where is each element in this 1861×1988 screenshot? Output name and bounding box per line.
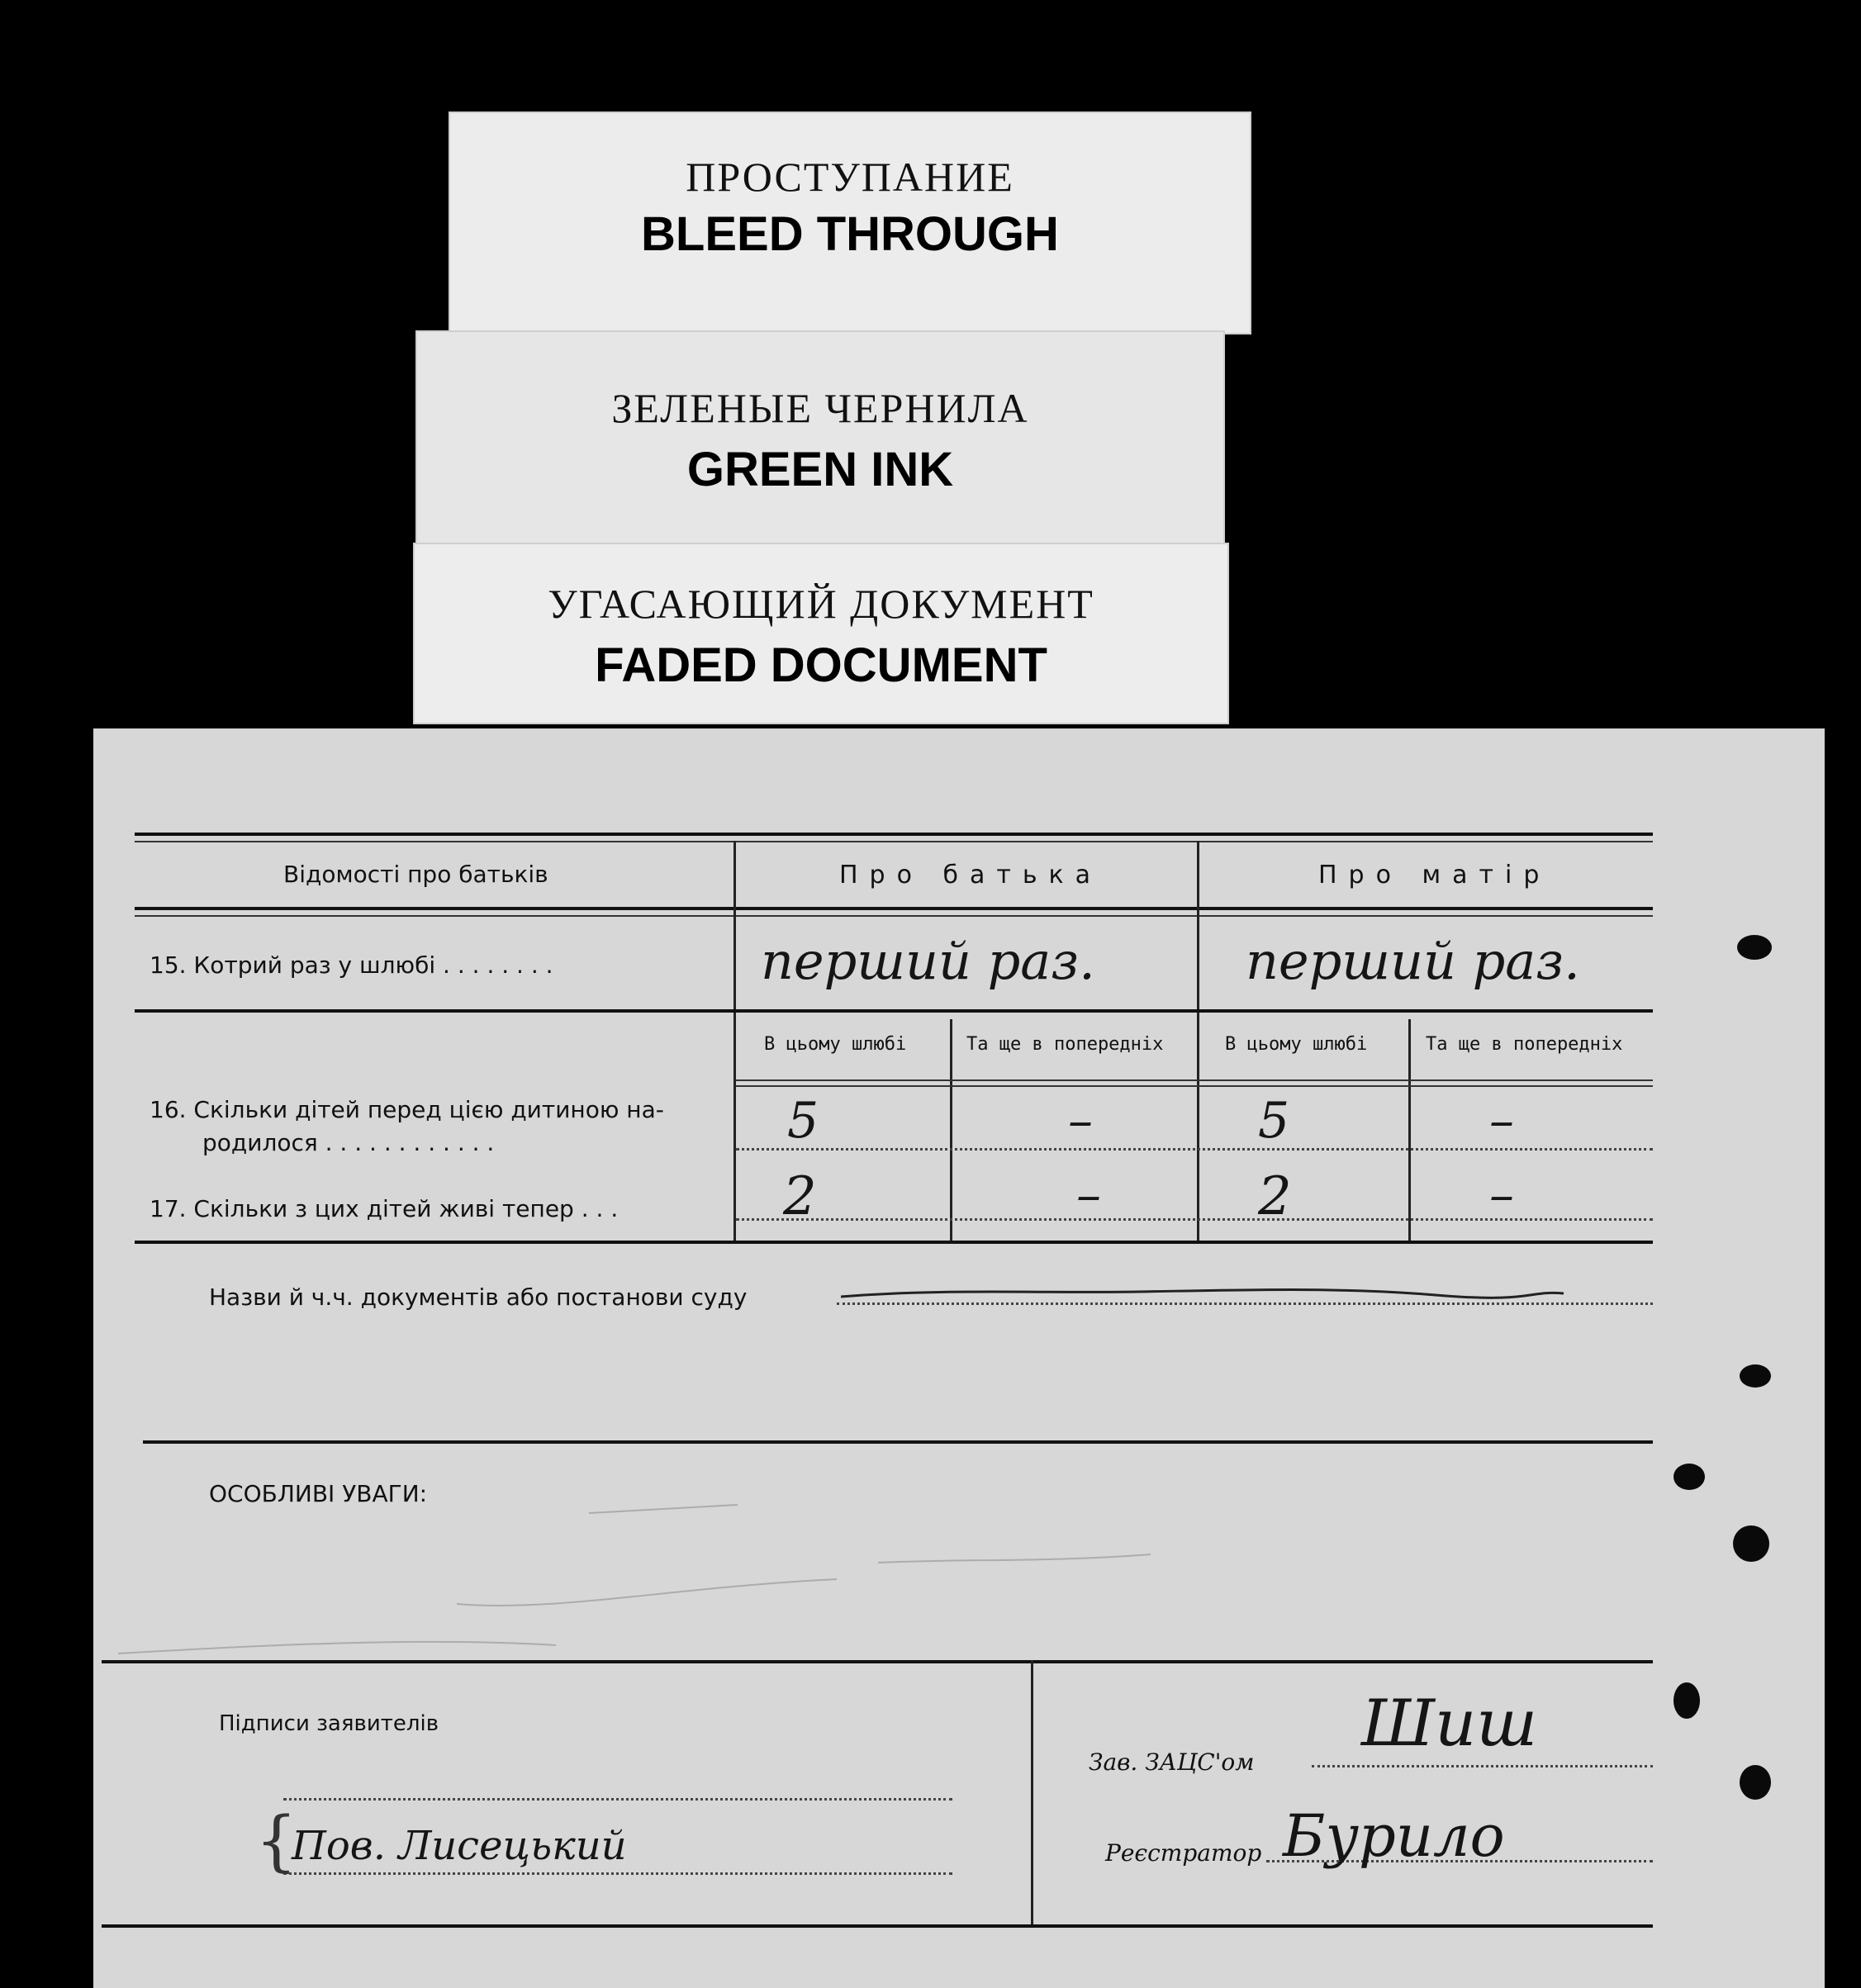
rule xyxy=(135,915,1653,917)
rule xyxy=(135,1009,1653,1013)
rule xyxy=(135,841,1653,842)
row17-father-this: 2 xyxy=(783,1166,817,1227)
label-en-text: GREEN INK xyxy=(686,443,954,496)
label-ru-text: ПРОСТУПАНИЕ xyxy=(686,154,1014,200)
row17-father-prev: – xyxy=(1076,1166,1101,1224)
rule xyxy=(736,1085,1653,1087)
punched-hole xyxy=(1673,1682,1700,1719)
dotted-rule xyxy=(736,1218,1653,1221)
punched-hole xyxy=(1740,1364,1771,1388)
punched-hole xyxy=(1673,1464,1705,1490)
row17-mother-prev: – xyxy=(1489,1166,1514,1224)
row16-label-line1: 16. Скільки дітей перед цією дитиною на- xyxy=(150,1096,664,1123)
label-green-ink xyxy=(415,330,1225,553)
row16-father-this: 5 xyxy=(787,1092,819,1150)
label-bleed-through xyxy=(449,111,1251,334)
row16-mother-this: 5 xyxy=(1258,1092,1290,1150)
label-ru-text: УГАСАЮЩИЙ ДОКУМЕНТ xyxy=(548,581,1094,627)
handwritten-wavy-line xyxy=(841,1282,1568,1307)
column-divider xyxy=(733,841,736,1244)
column-divider xyxy=(1031,1660,1033,1924)
bracket-glyph: { xyxy=(255,1802,297,1879)
row15-label: 15. Котрий раз у шлюбі . . . . . . . . xyxy=(150,951,553,979)
subheader-mother-previous: Та ще в попередніх xyxy=(1426,1034,1623,1055)
row16-mother-prev: – xyxy=(1489,1092,1514,1150)
rule xyxy=(135,907,1653,910)
dotted-rule xyxy=(736,1148,1653,1151)
label-faded-document xyxy=(413,543,1229,724)
bleed-through-marks xyxy=(93,1439,1825,1687)
registrar-signature: Бурило xyxy=(1283,1802,1505,1870)
rule xyxy=(102,1924,1653,1928)
dotted-rule xyxy=(1312,1765,1653,1767)
row15-father-value: перший раз. xyxy=(761,931,1095,991)
label-ru-text: ЗЕЛЕНЫЕ ЧЕРНИЛА xyxy=(611,385,1029,431)
punched-hole xyxy=(1737,935,1772,960)
subheader-father-previous: Та ще в попередніх xyxy=(966,1034,1164,1055)
applicants-signatures-label: Підписи заявителів xyxy=(219,1711,439,1736)
header-mother: Про матір xyxy=(1318,861,1551,890)
column-divider xyxy=(1197,841,1199,1244)
header-father: Про батька xyxy=(839,861,1103,890)
label-en-text: FADED DOCUMENT xyxy=(595,638,1047,692)
punched-hole xyxy=(1740,1765,1771,1800)
documents-label: Назви й ч.ч. документів або постанови суду xyxy=(209,1283,748,1311)
subheader-father-this: В цьому шлюбі xyxy=(764,1034,907,1055)
head-label: Зав. ЗАЦС'ом xyxy=(1089,1748,1255,1776)
row16-father-prev: – xyxy=(1068,1092,1093,1150)
rule xyxy=(135,833,1653,836)
row17-mother-this: 2 xyxy=(1258,1166,1292,1227)
special-notes-label: ОСОБЛИВІ УВАГИ: xyxy=(209,1480,428,1507)
row16-label-line2: родилося . . . . . . . . . . . . xyxy=(202,1129,495,1156)
head-signature: Шиш xyxy=(1361,1687,1538,1761)
punched-hole xyxy=(1733,1525,1769,1562)
rule xyxy=(102,1660,1653,1663)
subheader-mother-this: В цьому шлюбі xyxy=(1225,1034,1368,1055)
registrar-label: Реєстратор xyxy=(1105,1839,1262,1867)
row15-mother-value: перший раз. xyxy=(1246,931,1580,991)
label-en-text: BLEED THROUGH xyxy=(641,207,1059,261)
dotted-rule xyxy=(283,1798,952,1801)
record-sheet xyxy=(93,728,1825,1988)
column-divider xyxy=(1408,1019,1411,1244)
rule xyxy=(135,1241,1653,1244)
header-parents-info: Відомості про батьків xyxy=(283,861,548,888)
row17-label: 17. Скільки з цих дітей живі тепер . . . xyxy=(150,1195,619,1222)
column-divider xyxy=(950,1019,952,1244)
dotted-rule xyxy=(283,1872,952,1875)
applicant-signature: Пов. Лисецький xyxy=(292,1823,627,1869)
rule xyxy=(736,1079,1653,1081)
